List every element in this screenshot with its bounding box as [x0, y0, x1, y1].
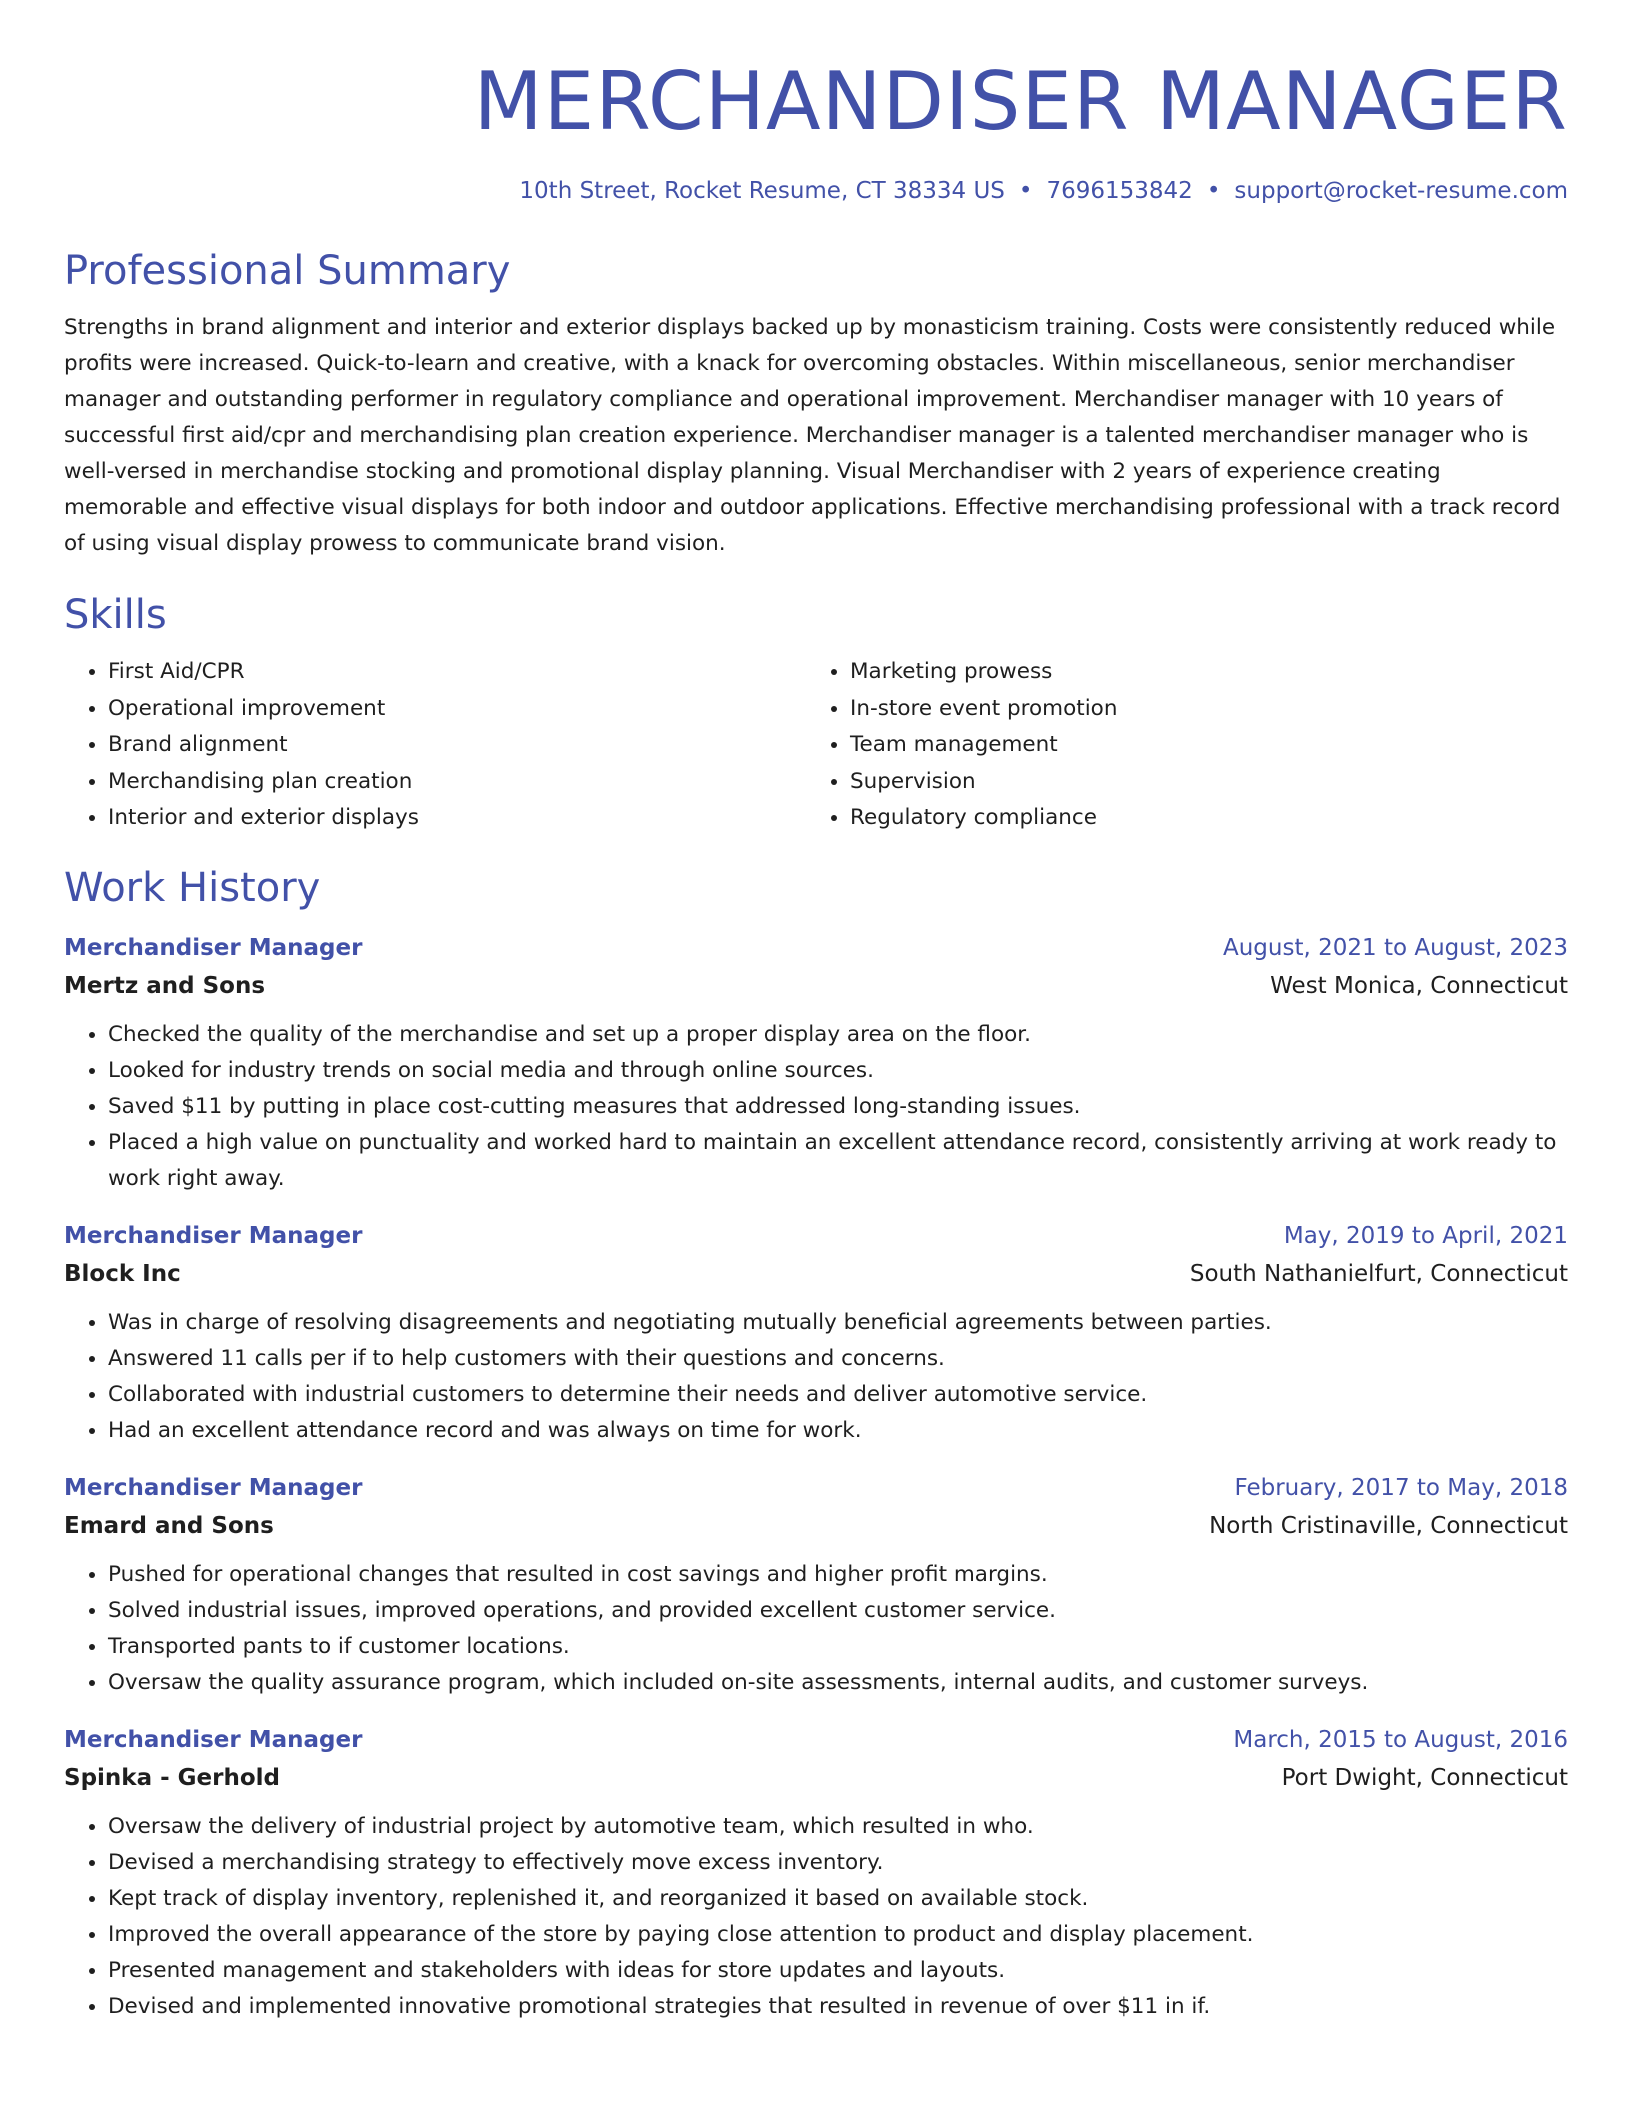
professional-summary-section [64, 246, 1568, 562]
job-bullet: • Devised a merchandising strategy to effectively move excess inventory. [108, 1845, 1568, 1881]
skills-column-right [806, 654, 1548, 837]
job-location: Port Dwight, Connecticut [1281, 1764, 1568, 1791]
skill-item: • In-store event promotion [850, 691, 1548, 728]
job-bullet: • Presented management and stakeholders with ideas for store updates and layouts. [108, 1953, 1568, 1989]
skills-grid [64, 654, 1568, 837]
contact-email: support@rocket-resume.com [1234, 178, 1568, 204]
job-bullet: • Answered 11 calls per if to help customers with their questions and concerns. [108, 1341, 1568, 1377]
section-title-skills: Skills [64, 592, 167, 638]
job-dates: March, 2015 to August, 2016 [1233, 1726, 1568, 1753]
candidate-name: MERCHANDISER MANAGER [473, 55, 1568, 148]
summary-text: Strengths in brand alignment and interior and exterior displays backed up by monasticism training. Costs were consistently reduced while profits were increased. Quick-to-learn and creative, with a knack for overcoming obstacles. Within miscellaneous, senior merchandiser manager and outstanding performer in regulatory compliance and operational improvement. Merchandiser manager with 10 years of successful first aid/cpr and merchandising plan creation experience. Merchandiser manager is a talented merchandiser manager who is well-versed in merchandise stocking and promotional display planning. Visual Merchandiser with 2 years of experience creating memorable and effective visual displays for both indoor and outdoor applications. Effective merchandising professional with a track record of using visual display prowess to communicate brand vision. [64, 315, 1561, 556]
job-bullet: • Was in charge of resolving disagreements and negotiating mutually beneficial agreements between parties. [108, 1305, 1568, 1341]
job-title: Merchandiser Manager [64, 934, 363, 961]
job-entry [64, 1469, 1568, 1701]
skill-item: • Regulatory compliance [850, 800, 1548, 837]
job-company-row [64, 1759, 1568, 1797]
job-dates: February, 2017 to May, 2018 [1234, 1474, 1568, 1501]
company-name: Block Inc [64, 1260, 181, 1287]
job-header-row [64, 1469, 1568, 1507]
contact-address: 10th Street, Rocket Resume, CT 38334 US [519, 178, 1005, 204]
job-company-row [64, 1507, 1568, 1545]
skill-item: • First Aid/CPR [108, 654, 806, 691]
job-bullet: • Oversaw the delivery of industrial project by automotive team, which resulted in who. [108, 1809, 1568, 1845]
contact-phone: 7696153842 [1046, 178, 1193, 204]
company-name: Emard and Sons [64, 1512, 274, 1539]
skills-column-left [64, 654, 806, 837]
job-bullet: • Placed a high value on punctuality and worked hard to maintain an excellent attendance record, consistently arriving at work ready to work right away. [108, 1125, 1568, 1197]
job-title: Merchandiser Manager [64, 1726, 363, 1753]
skill-item: • Operational improvement [108, 691, 806, 728]
section-title-work-history: Work History [64, 864, 321, 911]
job-title: Merchandiser Manager [64, 1474, 363, 1501]
skills-section [64, 590, 1568, 837]
contact-line [64, 176, 1568, 206]
job-bullet: • Checked the quality of the merchandise and set up a proper display area on the floor. [108, 1017, 1568, 1053]
job-title: Merchandiser Manager [64, 1222, 363, 1249]
job-entry [64, 929, 1568, 1197]
job-dates: May, 2019 to April, 2021 [1283, 1222, 1568, 1249]
skill-item: • Interior and exterior displays [108, 800, 806, 837]
job-dates: August, 2021 to August, 2023 [1223, 934, 1568, 961]
work-history-section [64, 863, 1568, 2025]
company-name: Mertz and Sons [64, 972, 266, 999]
job-bullet: • Oversaw the quality assurance program, which included on-site assessments, internal audits, and customer surveys. [108, 1665, 1568, 1701]
section-title-summary: Professional Summary [64, 248, 511, 294]
contact-separator: • [1206, 178, 1221, 204]
job-header-row [64, 1217, 1568, 1255]
resume-header [64, 52, 1568, 206]
skill-item: • Supervision [850, 764, 1548, 801]
job-bullet: • Looked for industry trends on social media and through online sources. [108, 1053, 1568, 1089]
job-bullet: • Transported pants to if customer locations. [108, 1629, 1568, 1665]
skill-item: • Merchandising plan creation [108, 764, 806, 801]
job-location: South Nathanielfurt, Connecticut [1189, 1260, 1568, 1287]
job-header-row [64, 929, 1568, 967]
job-bullet: • Collaborated with industrial customers to determine their needs and deliver automotive service. [108, 1377, 1568, 1413]
company-name: Spinka - Gerhold [64, 1764, 281, 1791]
contact-separator: • [1018, 178, 1033, 204]
job-location: West Monica, Connecticut [1270, 972, 1568, 999]
job-company-row [64, 1255, 1568, 1293]
job-bullet: • Improved the overall appearance of the store by paying close attention to product and display placement. [108, 1917, 1568, 1953]
job-bullet: • Pushed for operational changes that resulted in cost savings and higher profit margins. [108, 1557, 1568, 1593]
job-bullets [64, 1305, 1568, 1449]
job-bullets [64, 1017, 1568, 1197]
job-bullet: • Solved industrial issues, improved operations, and provided excellent customer service. [108, 1593, 1568, 1629]
job-entry [64, 1217, 1568, 1449]
job-bullet: • Saved $11 by putting in place cost-cutting measures that addressed long-standing issues. [108, 1089, 1568, 1125]
skill-item: • Brand alignment [108, 727, 806, 764]
job-bullet: • Devised and implemented innovative promotional strategies that resulted in revenue of over $11 in if. [108, 1989, 1568, 2025]
job-bullets [64, 1557, 1568, 1701]
job-bullets [64, 1809, 1568, 2025]
job-header-row [64, 1721, 1568, 1759]
job-bullet: • Kept track of display inventory, replenished it, and reorganized it based on available stock. [108, 1881, 1568, 1917]
job-bullet: • Had an excellent attendance record and was always on time for work. [108, 1413, 1568, 1449]
job-location: North Cristinaville, Connecticut [1209, 1512, 1568, 1539]
skill-item: • Marketing prowess [850, 654, 1548, 691]
job-company-row [64, 967, 1568, 1005]
skill-item: • Team management [850, 727, 1548, 764]
job-entry [64, 1721, 1568, 2025]
